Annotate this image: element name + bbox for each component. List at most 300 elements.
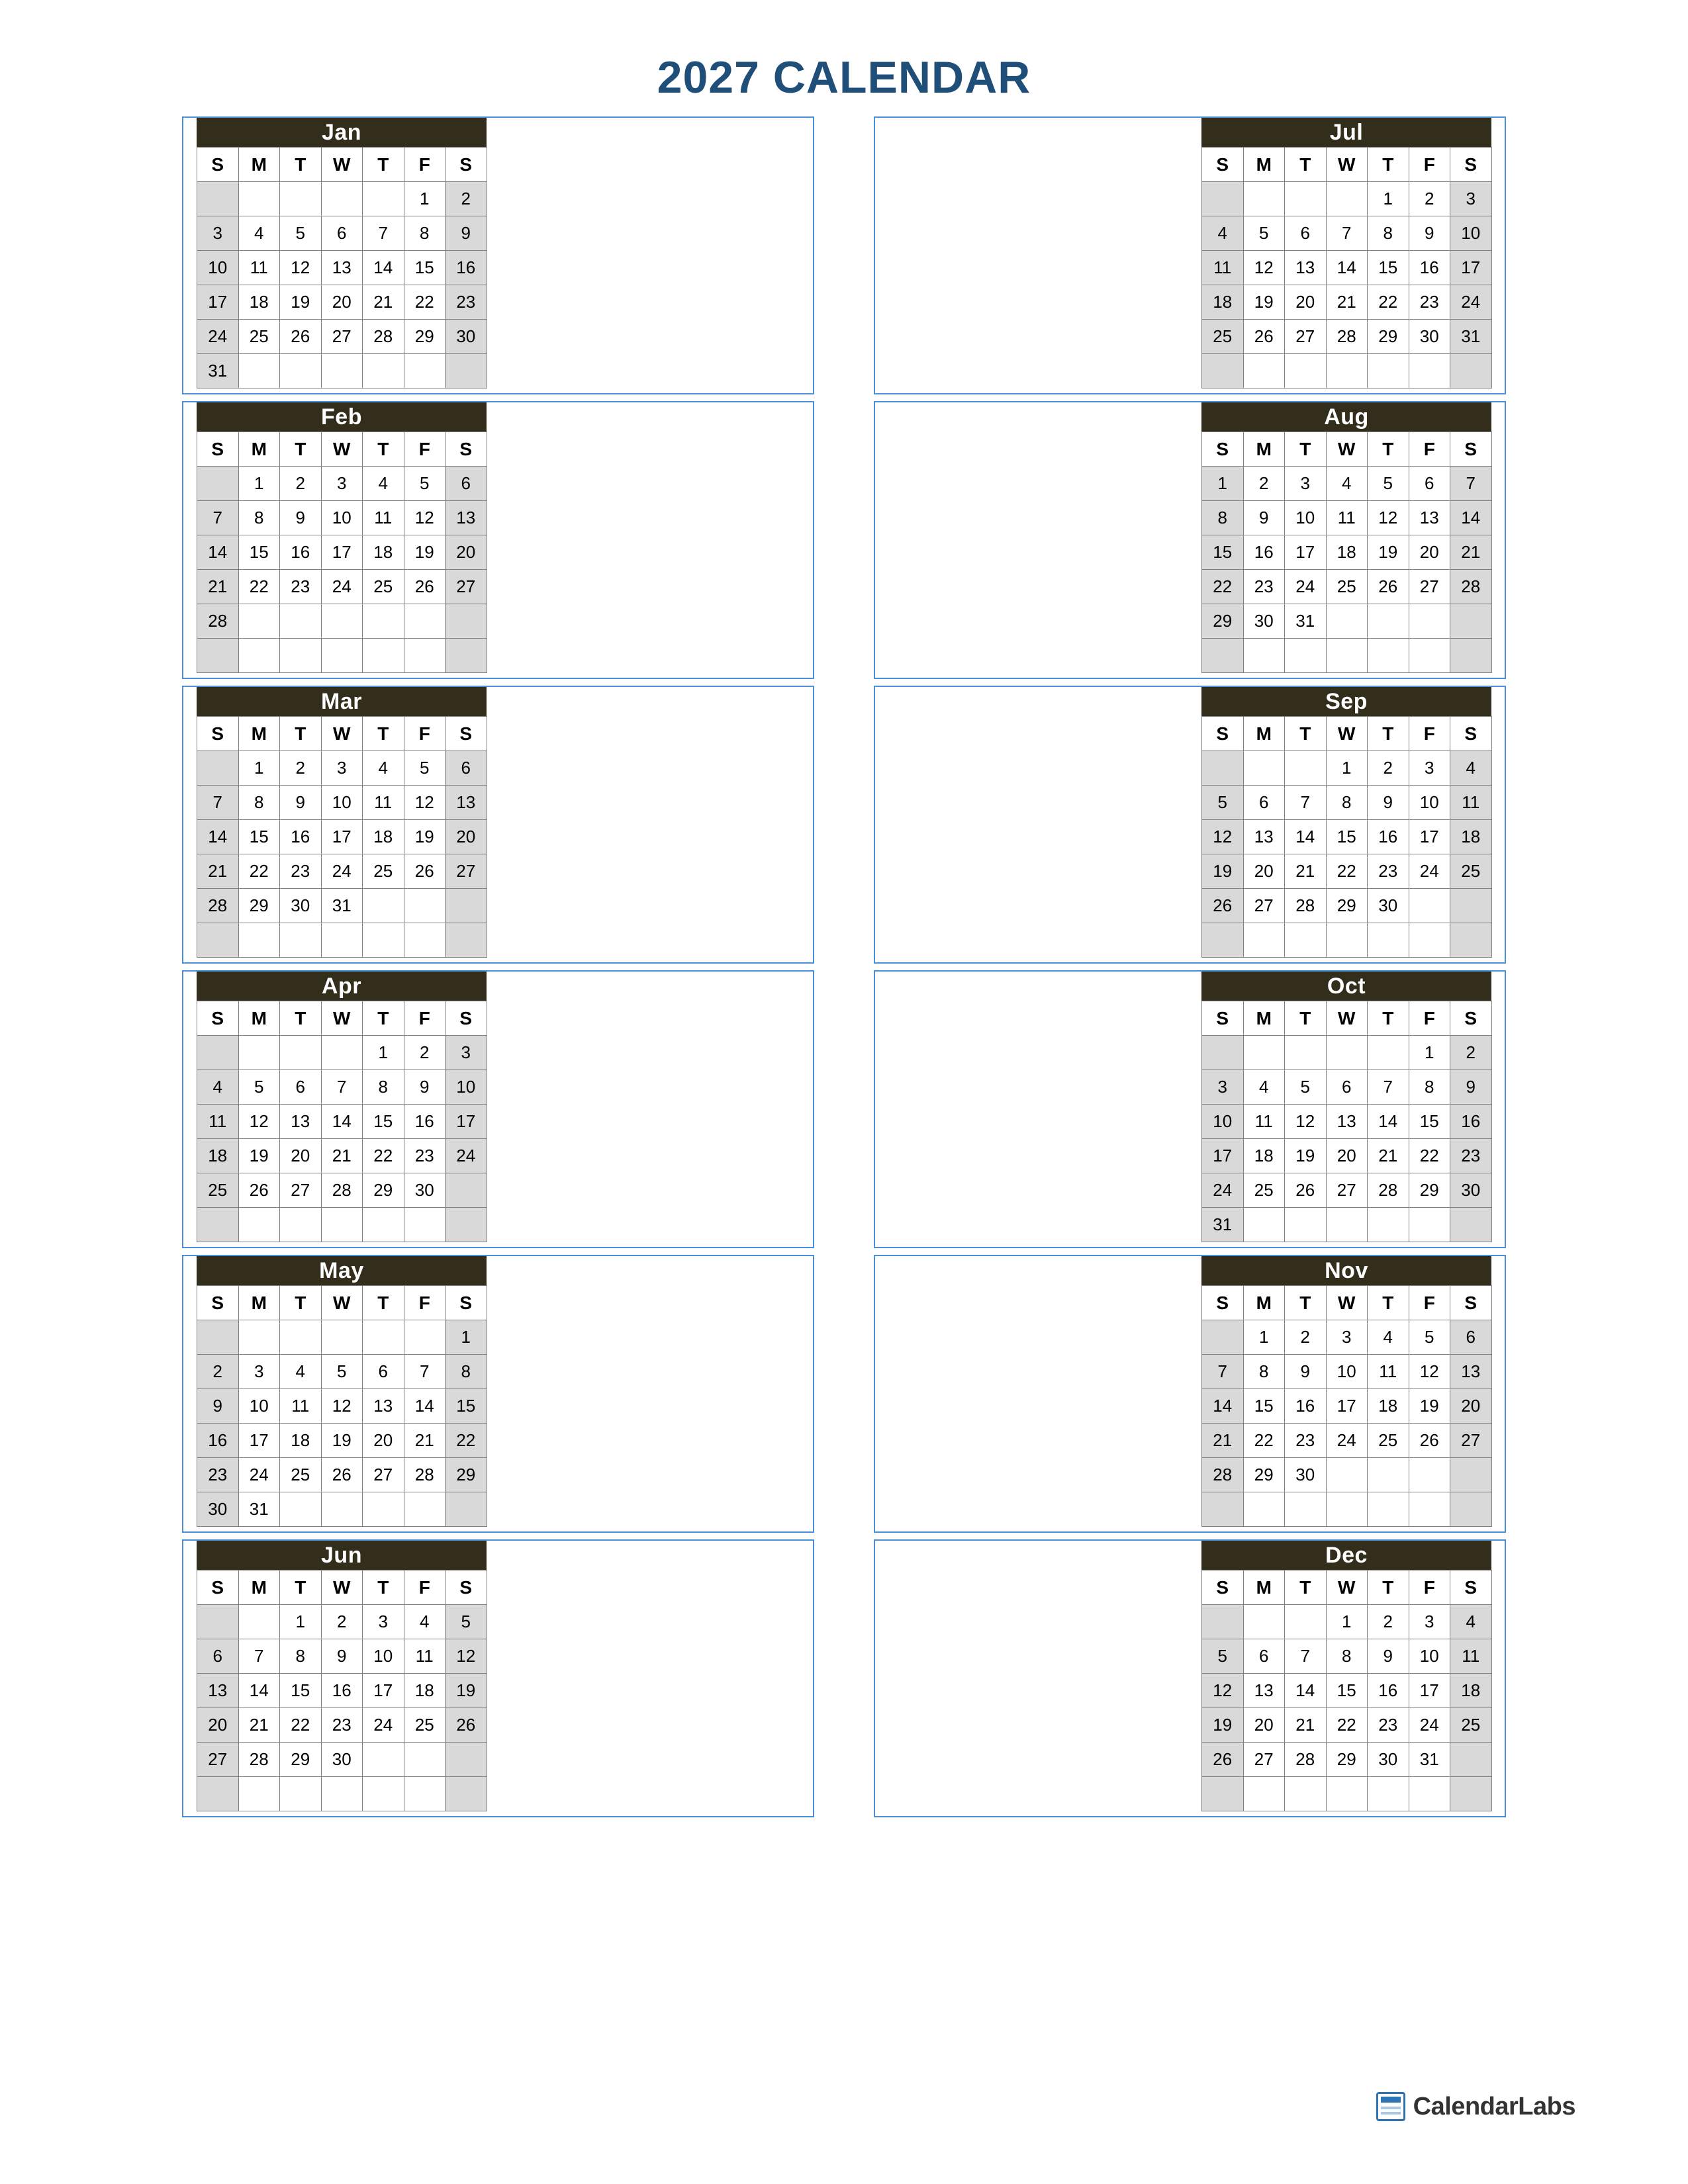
day-cell: 3 [1450, 182, 1492, 216]
week-row [1202, 1320, 1492, 1355]
day-cell: 8 [1326, 1639, 1368, 1674]
weekday-header: M [1243, 717, 1285, 751]
empty-cell [363, 923, 404, 958]
day-cell: 8 [363, 1070, 404, 1105]
calendar-icon [1376, 2092, 1405, 2121]
day-cell: 3 [197, 216, 239, 251]
week-row [197, 320, 487, 354]
weekday-header: S [1202, 148, 1244, 182]
empty-cell [1368, 1492, 1409, 1527]
day-cell: 19 [321, 1424, 363, 1458]
week-row [1202, 1389, 1492, 1424]
day-cell: 6 [1243, 1639, 1285, 1674]
weekday-header: M [1243, 432, 1285, 467]
day-cell: 28 [404, 1458, 445, 1492]
day-cell: 20 [321, 285, 363, 320]
day-cell: 6 [363, 1355, 404, 1389]
empty-cell [321, 604, 363, 639]
day-cell: 8 [1243, 1355, 1285, 1389]
empty-cell [1409, 639, 1450, 673]
brand-part1: Calendar [1413, 2092, 1519, 2120]
day-cell: 11 [1450, 786, 1492, 820]
empty-cell [280, 182, 322, 216]
empty-cell [1409, 889, 1450, 923]
empty-cell [280, 1320, 322, 1355]
empty-cell [445, 1208, 487, 1242]
day-cell: 27 [280, 1173, 322, 1208]
empty-cell [280, 604, 322, 639]
weekday-header: F [404, 148, 445, 182]
day-cell: 9 [1409, 216, 1450, 251]
day-cell: 14 [404, 1389, 445, 1424]
day-cell: 14 [197, 535, 239, 570]
day-cell: 18 [363, 820, 404, 854]
day-cell: 17 [1409, 820, 1450, 854]
day-cell: 12 [404, 786, 445, 820]
day-cell: 7 [1285, 1639, 1327, 1674]
month-table-wrapper [1201, 118, 1491, 388]
weekday-header: F [404, 717, 445, 751]
week-row [1202, 1458, 1492, 1492]
day-cell: 30 [1368, 1743, 1409, 1777]
month-box-jun [182, 1539, 814, 1817]
day-cell: 21 [238, 1708, 280, 1743]
day-cell: 5 [445, 1605, 487, 1639]
day-cell: 12 [1202, 820, 1244, 854]
empty-cell [1285, 1036, 1327, 1070]
weekday-header: T [1285, 717, 1327, 751]
day-cell: 16 [280, 820, 322, 854]
week-row [1202, 251, 1492, 285]
week-row [197, 1674, 487, 1708]
day-cell: 5 [1243, 216, 1285, 251]
day-cell: 19 [1202, 854, 1244, 889]
month-title: Dec [1201, 1541, 1491, 1570]
day-cell: 5 [1285, 1070, 1327, 1105]
day-cell: 11 [1243, 1105, 1285, 1139]
day-cell: 4 [1326, 467, 1368, 501]
day-cell: 1 [1202, 467, 1244, 501]
weekday-header: T [363, 1286, 404, 1320]
day-cell: 8 [238, 786, 280, 820]
empty-cell [1285, 1492, 1327, 1527]
day-cell: 9 [1368, 1639, 1409, 1674]
week-row [197, 1105, 487, 1139]
day-cell: 7 [1326, 216, 1368, 251]
day-cell: 20 [1450, 1389, 1492, 1424]
day-cell: 3 [1202, 1070, 1244, 1105]
empty-cell [1202, 182, 1244, 216]
day-cell: 6 [1326, 1070, 1368, 1105]
empty-cell [280, 1036, 322, 1070]
day-cell: 24 [321, 854, 363, 889]
empty-cell [1326, 182, 1368, 216]
day-cell: 11 [197, 1105, 239, 1139]
weekday-header: W [1326, 148, 1368, 182]
empty-cell [321, 354, 363, 388]
week-row [1202, 1708, 1492, 1743]
empty-cell [1202, 1777, 1244, 1811]
day-cell: 15 [1326, 1674, 1368, 1708]
empty-cell [404, 604, 445, 639]
empty-cell [238, 182, 280, 216]
calendar-grid [182, 116, 1506, 1824]
week-row [197, 1777, 487, 1811]
empty-cell [363, 1208, 404, 1242]
empty-cell [197, 1036, 239, 1070]
day-cell: 25 [1243, 1173, 1285, 1208]
day-cell: 24 [1326, 1424, 1368, 1458]
empty-cell [1243, 639, 1285, 673]
empty-cell [1450, 639, 1492, 673]
day-cell: 29 [363, 1173, 404, 1208]
empty-cell [280, 639, 322, 673]
weekday-header-row [197, 1001, 487, 1036]
month-title: Mar [197, 687, 487, 716]
weekday-header: S [445, 432, 487, 467]
weekday-header: S [1202, 1570, 1244, 1605]
day-cell: 14 [238, 1674, 280, 1708]
week-row [197, 285, 487, 320]
day-cell: 3 [1285, 467, 1327, 501]
week-row [197, 889, 487, 923]
day-cell: 23 [404, 1139, 445, 1173]
empty-cell [321, 1320, 363, 1355]
day-cell: 30 [1285, 1458, 1327, 1492]
week-row [197, 1458, 487, 1492]
day-cell: 19 [1202, 1708, 1244, 1743]
day-cell: 29 [404, 320, 445, 354]
empty-cell [280, 923, 322, 958]
day-cell: 23 [1409, 285, 1450, 320]
day-cell: 9 [404, 1070, 445, 1105]
day-cell: 30 [321, 1743, 363, 1777]
day-cell: 26 [1202, 889, 1244, 923]
day-cell: 28 [1368, 1173, 1409, 1208]
week-row [197, 467, 487, 501]
day-cell: 25 [280, 1458, 322, 1492]
weekday-header-row [197, 148, 487, 182]
weekday-header: S [445, 717, 487, 751]
day-cell: 15 [1202, 535, 1244, 570]
weekday-header: W [1326, 1570, 1368, 1605]
weekday-header: M [238, 1286, 280, 1320]
day-cell: 17 [1285, 535, 1327, 570]
day-cell: 24 [1285, 570, 1327, 604]
day-cell: 16 [321, 1674, 363, 1708]
empty-cell [321, 1036, 363, 1070]
day-cell: 16 [197, 1424, 239, 1458]
day-cell: 18 [1450, 1674, 1492, 1708]
month-title: Apr [197, 972, 487, 1001]
empty-cell [280, 1777, 322, 1811]
empty-cell [445, 1173, 487, 1208]
empty-cell [404, 1777, 445, 1811]
empty-cell [1450, 1492, 1492, 1527]
week-row [197, 1173, 487, 1208]
day-cell: 5 [238, 1070, 280, 1105]
day-cell: 1 [1409, 1036, 1450, 1070]
weekday-header: S [197, 1286, 239, 1320]
weekday-header: M [1243, 1570, 1285, 1605]
week-row [1202, 570, 1492, 604]
day-cell: 14 [1450, 501, 1492, 535]
month-title: Jan [197, 118, 487, 147]
empty-cell [1368, 1777, 1409, 1811]
day-cell: 21 [363, 285, 404, 320]
day-cell: 5 [1202, 1639, 1244, 1674]
day-cell: 29 [1326, 1743, 1368, 1777]
weekday-header-row [1202, 148, 1492, 182]
day-cell: 26 [445, 1708, 487, 1743]
day-cell: 13 [1285, 251, 1327, 285]
day-cell: 21 [1450, 535, 1492, 570]
day-cell: 7 [1202, 1355, 1244, 1389]
weekday-header: F [1409, 717, 1450, 751]
day-cell: 27 [1326, 1173, 1368, 1208]
week-row [197, 1139, 487, 1173]
weekday-header: T [280, 1570, 322, 1605]
day-cell: 26 [1409, 1424, 1450, 1458]
day-cell: 25 [1450, 1708, 1492, 1743]
empty-cell [1450, 889, 1492, 923]
empty-cell [1409, 1777, 1450, 1811]
month-table [197, 716, 487, 958]
empty-cell [1326, 354, 1368, 388]
week-row [197, 216, 487, 251]
empty-cell [1326, 1458, 1368, 1492]
weekday-header: T [1368, 148, 1409, 182]
empty-cell [238, 639, 280, 673]
day-cell: 22 [1326, 1708, 1368, 1743]
week-row [197, 1208, 487, 1242]
weekday-header: M [1243, 1001, 1285, 1036]
empty-cell [1326, 604, 1368, 639]
empty-cell [1285, 1208, 1327, 1242]
day-cell: 24 [1202, 1173, 1244, 1208]
empty-cell [1243, 1208, 1285, 1242]
day-cell: 30 [1368, 889, 1409, 923]
day-cell: 10 [238, 1389, 280, 1424]
day-cell: 17 [321, 820, 363, 854]
weekday-header: T [280, 1001, 322, 1036]
day-cell: 26 [1368, 570, 1409, 604]
weekday-header: T [280, 148, 322, 182]
week-row [1202, 1777, 1492, 1811]
empty-cell [363, 182, 404, 216]
day-cell: 4 [1450, 1605, 1492, 1639]
day-cell: 25 [404, 1708, 445, 1743]
weekday-header: S [197, 148, 239, 182]
month-table-wrapper [1201, 402, 1491, 673]
week-row [197, 1320, 487, 1355]
month-table-wrapper [1201, 972, 1491, 1242]
empty-cell [321, 1777, 363, 1811]
day-cell: 20 [197, 1708, 239, 1743]
day-cell: 10 [1285, 501, 1327, 535]
day-cell: 14 [1202, 1389, 1244, 1424]
weekday-header: F [1409, 1570, 1450, 1605]
day-cell: 10 [321, 501, 363, 535]
day-cell: 9 [280, 501, 322, 535]
day-cell: 23 [280, 854, 322, 889]
day-cell: 10 [1326, 1355, 1368, 1389]
brand-name [1413, 2093, 1575, 2121]
day-cell: 8 [445, 1355, 487, 1389]
day-cell: 30 [1243, 604, 1285, 639]
weekday-header-row [197, 1570, 487, 1605]
day-cell: 22 [238, 854, 280, 889]
day-cell: 6 [1409, 467, 1450, 501]
day-cell: 9 [280, 786, 322, 820]
empty-cell [1368, 354, 1409, 388]
empty-cell [363, 1777, 404, 1811]
month-table-wrapper [197, 118, 487, 388]
day-cell: 4 [1450, 751, 1492, 786]
empty-cell [1409, 354, 1450, 388]
day-cell: 23 [197, 1458, 239, 1492]
weekday-header-row [1202, 1001, 1492, 1036]
weekday-header: F [1409, 1286, 1450, 1320]
day-cell: 19 [1243, 285, 1285, 320]
day-cell: 4 [1202, 216, 1244, 251]
week-row [1202, 1355, 1492, 1389]
day-cell: 2 [321, 1605, 363, 1639]
month-table [197, 147, 487, 388]
day-cell: 14 [1326, 251, 1368, 285]
empty-cell [404, 1743, 445, 1777]
day-cell: 27 [445, 570, 487, 604]
day-cell: 22 [1326, 854, 1368, 889]
day-cell: 16 [1409, 251, 1450, 285]
weekday-header: M [1243, 148, 1285, 182]
day-cell: 2 [1285, 1320, 1327, 1355]
month-title: Oct [1201, 972, 1491, 1001]
day-cell: 7 [363, 216, 404, 251]
week-row [197, 604, 487, 639]
day-cell: 11 [238, 251, 280, 285]
month-box-feb [182, 401, 814, 679]
day-cell: 17 [445, 1105, 487, 1139]
day-cell: 15 [1409, 1105, 1450, 1139]
day-cell: 13 [1409, 501, 1450, 535]
week-row [1202, 1674, 1492, 1708]
day-cell: 3 [321, 751, 363, 786]
month-table-wrapper [197, 402, 487, 673]
day-cell: 13 [445, 501, 487, 535]
day-cell: 31 [321, 889, 363, 923]
day-cell: 13 [280, 1105, 322, 1139]
day-cell: 4 [404, 1605, 445, 1639]
day-cell: 15 [404, 251, 445, 285]
week-row [1202, 751, 1492, 786]
day-cell: 12 [445, 1639, 487, 1674]
empty-cell [1326, 923, 1368, 958]
empty-cell [1202, 751, 1244, 786]
empty-cell [280, 1208, 322, 1242]
week-row [197, 570, 487, 604]
day-cell: 29 [1326, 889, 1368, 923]
day-cell: 17 [1409, 1674, 1450, 1708]
day-cell: 11 [1368, 1355, 1409, 1389]
day-cell: 8 [404, 216, 445, 251]
day-cell: 6 [445, 751, 487, 786]
empty-cell [1285, 354, 1327, 388]
day-cell: 18 [1368, 1389, 1409, 1424]
week-row [1202, 1139, 1492, 1173]
calendar-row [182, 116, 1506, 394]
empty-cell [1202, 354, 1244, 388]
month-title: Jun [197, 1541, 487, 1570]
week-row [197, 639, 487, 673]
day-cell: 6 [1450, 1320, 1492, 1355]
day-cell: 17 [1326, 1389, 1368, 1424]
day-cell: 22 [1409, 1139, 1450, 1173]
day-cell: 18 [404, 1674, 445, 1708]
week-row [1202, 1105, 1492, 1139]
day-cell: 1 [238, 751, 280, 786]
day-cell: 7 [404, 1355, 445, 1389]
day-cell: 12 [1202, 1674, 1244, 1708]
day-cell: 29 [1409, 1173, 1450, 1208]
day-cell: 11 [363, 786, 404, 820]
day-cell: 20 [1285, 285, 1327, 320]
empty-cell [445, 1743, 487, 1777]
week-row [1202, 786, 1492, 820]
day-cell: 23 [1368, 854, 1409, 889]
day-cell: 29 [280, 1743, 322, 1777]
empty-cell [1243, 1777, 1285, 1811]
empty-cell [1243, 1605, 1285, 1639]
week-row [1202, 285, 1492, 320]
day-cell: 7 [197, 786, 239, 820]
day-cell: 17 [1450, 251, 1492, 285]
weekday-header: T [1285, 1001, 1327, 1036]
week-row [1202, 354, 1492, 388]
weekday-header-row [197, 1286, 487, 1320]
empty-cell [1450, 604, 1492, 639]
empty-cell [1202, 639, 1244, 673]
day-cell: 26 [1202, 1743, 1244, 1777]
day-cell: 5 [1368, 467, 1409, 501]
weekday-header: W [321, 1286, 363, 1320]
day-cell: 25 [1326, 570, 1368, 604]
day-cell: 3 [1409, 1605, 1450, 1639]
day-cell: 24 [445, 1139, 487, 1173]
day-cell: 3 [321, 467, 363, 501]
day-cell: 23 [1285, 1424, 1327, 1458]
week-row [197, 182, 487, 216]
empty-cell [238, 923, 280, 958]
day-cell: 10 [197, 251, 239, 285]
month-table-wrapper [197, 1541, 487, 1811]
day-cell: 6 [1243, 786, 1285, 820]
month-table [197, 432, 487, 673]
weekday-header: S [1450, 1570, 1492, 1605]
empty-cell [445, 1492, 487, 1527]
day-cell: 2 [280, 751, 322, 786]
empty-cell [1368, 1208, 1409, 1242]
day-cell: 21 [1202, 1424, 1244, 1458]
week-row [1202, 467, 1492, 501]
empty-cell [363, 1743, 404, 1777]
day-cell: 30 [197, 1492, 239, 1527]
day-cell: 24 [1409, 1708, 1450, 1743]
calendar-row [182, 401, 1506, 679]
day-cell: 17 [1202, 1139, 1244, 1173]
day-cell: 9 [197, 1389, 239, 1424]
week-row [1202, 216, 1492, 251]
